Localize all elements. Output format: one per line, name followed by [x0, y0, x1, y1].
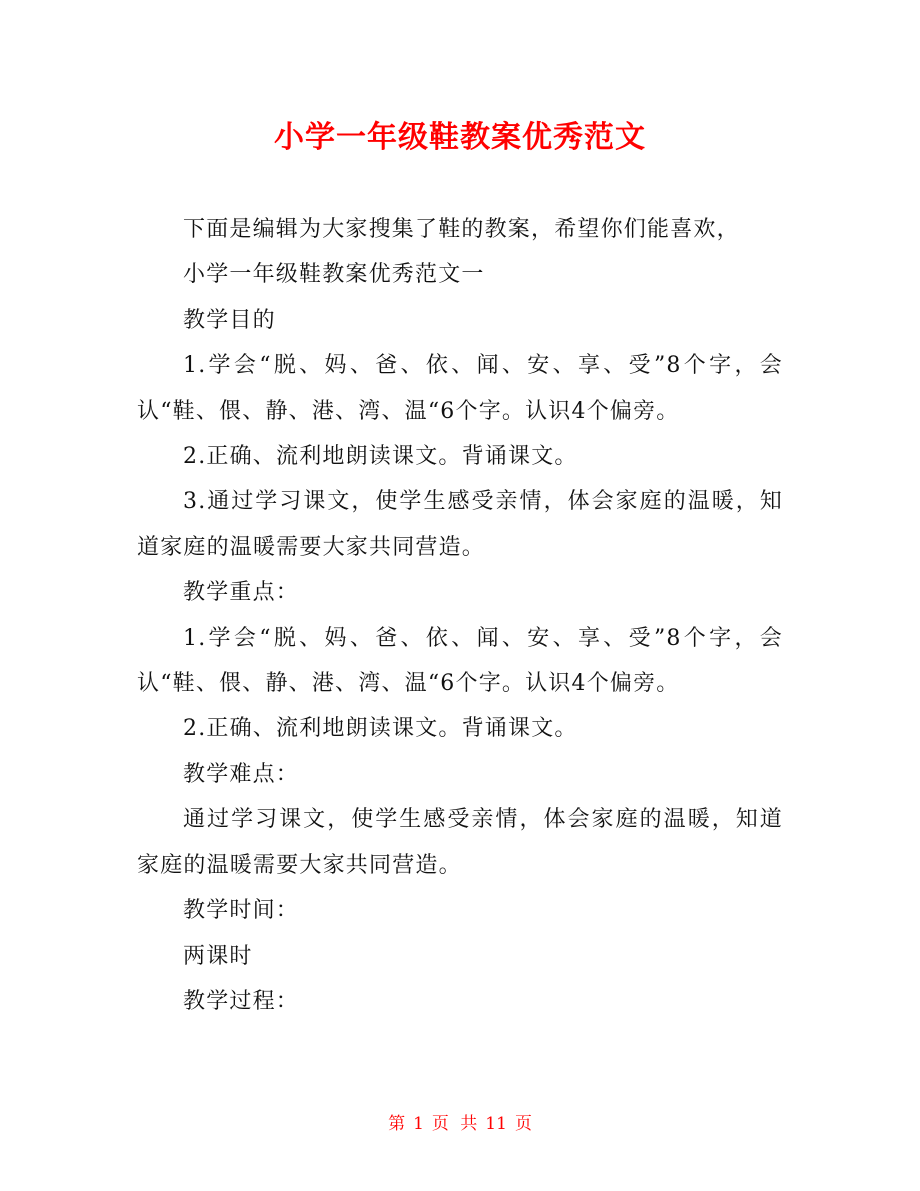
paragraph-time-value: 两课时: [183, 943, 253, 969]
paragraph-heading-key-points: 教学重点：: [183, 580, 300, 606]
paragraph-key-point-2: 2.正确、流利地朗读课文。背诵课文。: [183, 716, 578, 742]
paragraph-heading-example: 小学一年级鞋教案优秀范文一: [183, 262, 485, 288]
footer-prefix: 第: [388, 1114, 406, 1134]
paragraph-goal-2: 2.正确、流利地朗读课文。背诵课文。: [183, 444, 578, 470]
document-body: [137, 207, 783, 1024]
document-title: 小学一年级鞋教案优秀范文: [274, 120, 646, 155]
footer-page-number: 1: [413, 1114, 424, 1134]
paragraph-heading-difficulties: 教学难点：: [183, 761, 300, 787]
paragraph-heading-process: 教学过程：: [183, 988, 300, 1014]
paragraph-goal-3: 3.通过学习课文，使学生感受亲情，体会家庭的温暖，知道家庭的温暖需要大家共同营造。: [137, 489, 783, 560]
paragraph-goal-1: 1.学会“脱、妈、爸、依、闻、安、享、受”8个字，会认“鞋、偎、静、港、湾、温“6个字。认识4个偏旁。: [137, 353, 783, 424]
footer-suffix: 页: [514, 1114, 532, 1134]
paragraph-heading-time: 教学时间：: [183, 898, 300, 924]
paragraph-key-point-1: 1.学会“脱、妈、爸、依、闻、安、享、受”8个字，会认“鞋、偎、静、港、湾、温“6个字。认识4个偏旁。: [137, 625, 783, 697]
footer-total-pages: 11: [485, 1114, 507, 1134]
paragraph-intro: 下面是编辑为大家搜集了鞋的教案，希望你们能喜欢，: [183, 217, 740, 242]
footer-middle: 页 共: [431, 1114, 478, 1134]
page-footer: [0, 1112, 920, 1136]
paragraph-difficulty: 通过学习课文，使学生感受亲情，体会家庭的温暖，知道家庭的温暖需要大家共同营造。: [137, 807, 783, 878]
paragraph-heading-goals: 教学目的: [183, 307, 276, 333]
